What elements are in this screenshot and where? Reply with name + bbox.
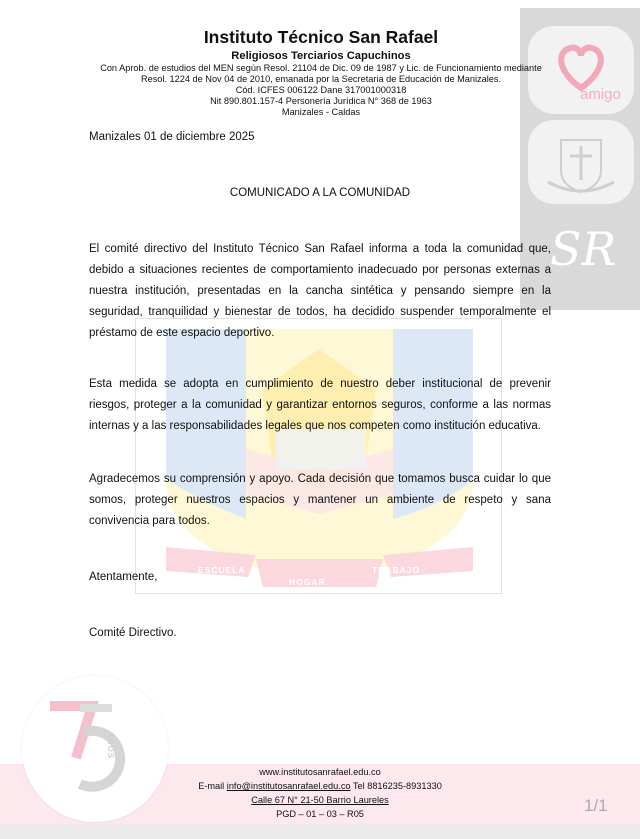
page-indicator: 1/1 xyxy=(584,796,608,815)
banner-left-text: ESCUELA xyxy=(198,565,246,575)
email-label: E-mail xyxy=(198,781,227,791)
footer-code: PGD – 01 – 03 – R05 xyxy=(276,809,364,819)
letter-closing: Atentamente, xyxy=(89,571,158,583)
letterhead-line: Nit 890.801.157-4 Personería Jurídica N° 368 de 1963 xyxy=(210,96,432,106)
banner-center-text: HOGAR xyxy=(289,577,326,587)
letterhead-line: Manizales - Caldas xyxy=(281,107,361,117)
crest-shield-icon xyxy=(136,319,503,595)
email-link[interactable]: info@institutosanrafael.edu.co xyxy=(226,781,351,791)
viewer-bottom-bar xyxy=(0,824,640,839)
institution-subtitle: Religiosos Terciarios Capuchinos xyxy=(231,50,411,62)
footer-website: www.institutosanrafael.edu.co xyxy=(259,767,381,777)
anniversary-badge xyxy=(22,676,168,822)
institution-name: Instituto Técnico San Rafael xyxy=(203,27,439,47)
letterhead-line: Resol. 1224 de Nov 04 de 2010, emanada por la Secretaria de Educación de Manizales. xyxy=(140,74,502,84)
amigo-logo-text: amigo xyxy=(580,86,621,103)
anniversary-75-icon xyxy=(22,676,168,822)
letterhead-line: Cód. ICFES 006122 Dane 317001000318 xyxy=(235,85,407,95)
letter-signature: Comité Directivo. xyxy=(89,627,177,639)
letter-paragraph: Esta medida se adopta en cumplimiento de nuestro deber institucional de prevenir riesgos, proteger a la comunidad y garantizar entornos seguros, conforme a las normas internas y a las responsabilidades legales que nos competen como institución educativa. xyxy=(89,378,551,432)
letter-subject: COMUNICADO A LA COMUNIDAD xyxy=(229,187,411,199)
banner-right-text: TRABAJO xyxy=(372,565,421,575)
anniversary-label: AÑOS xyxy=(106,732,115,760)
sr-monogram: SR xyxy=(550,222,617,276)
footer-address: Calle 67 N° 21-50 Barrio Laureles xyxy=(251,795,389,805)
letter-paragraph: Agradecemos su comprensión y apoyo. Cada decisión que tomamos busca cuidar lo que somos, proteger nuestros espacios y mantener un ambiente de respeto y sana convivencia para todos. xyxy=(89,473,551,527)
letter-paragraph: El comité directivo del Instituto Técnico San Rafael informa a toda la comunidad que, debido a situaciones recientes de comportamiento inadecuado por personas externas a nuestra institución, presentadas en la cancha sintética y pensando siempre en la seguridad, tranquilidad y bienestar de todos, ha decidido suspender temporalmente el préstamo de este espacio deportivo. xyxy=(89,243,551,339)
letterhead-line: Con Aprob. de estudios del MEN según Resol. 21104 de Dic. 09 de 1987 y Lic. de Funcionamiento mediante xyxy=(100,63,542,73)
letterhead xyxy=(80,27,562,118)
crest-watermark xyxy=(135,318,502,594)
letter-date: Manizales 01 de diciembre 2025 xyxy=(89,131,255,143)
footer-phone: Tel 8816235-8931330 xyxy=(350,781,442,791)
